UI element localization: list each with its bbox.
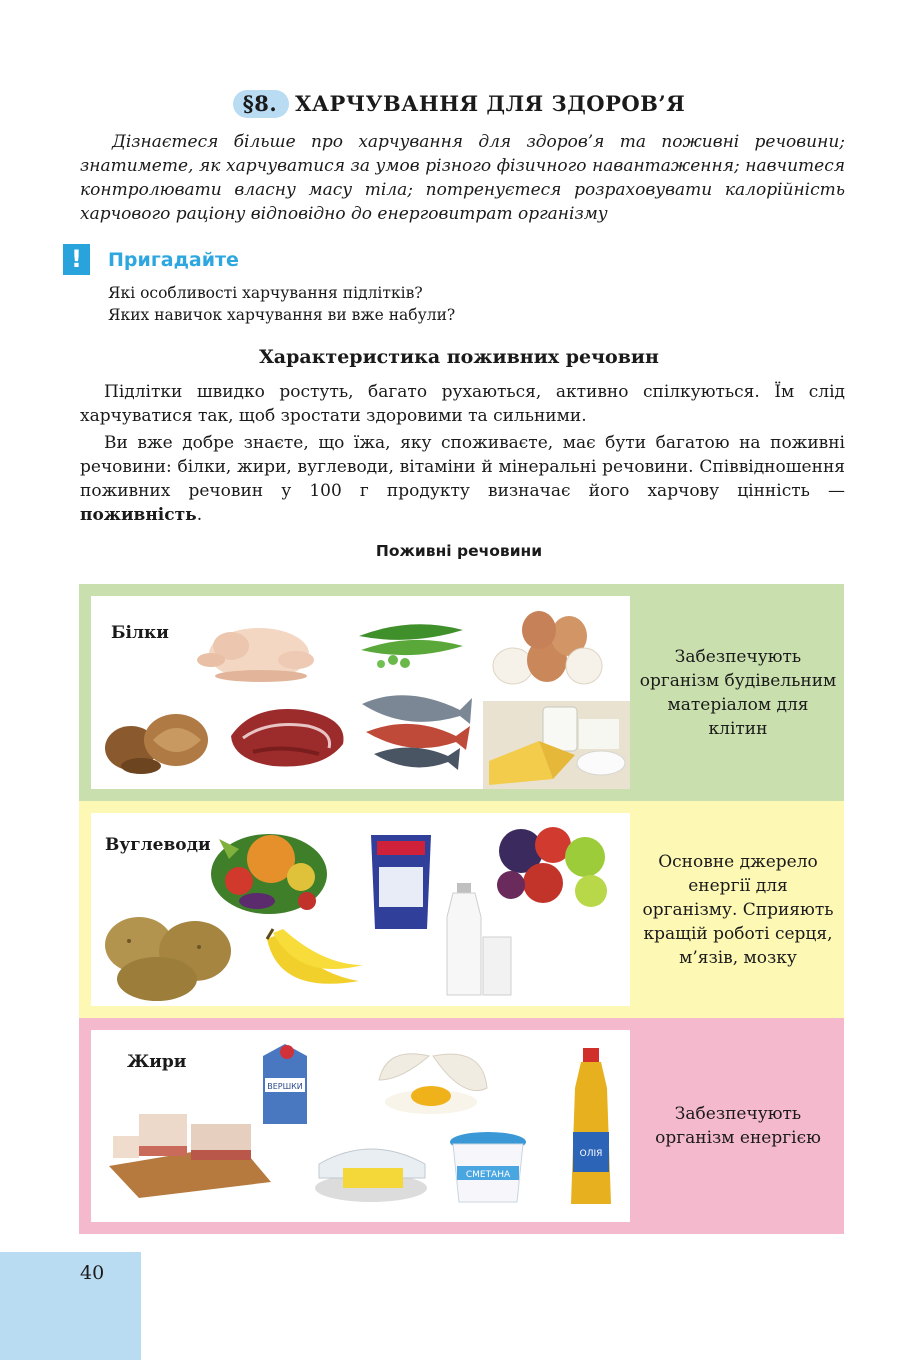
diagram-title: Поживні речовини bbox=[375, 542, 543, 560]
nutrient-row-proteins bbox=[79, 584, 844, 801]
oil-bottle-icon bbox=[565, 1048, 617, 1208]
fats-image-panel bbox=[91, 1030, 630, 1222]
page-corner-block bbox=[0, 1252, 141, 1360]
proteins-image-panel bbox=[91, 596, 630, 789]
paragraph-1-text: Підлітки швидко ростуть, багато рухаються, активно спілкуються. Їм слід харчуватися так, щоб зростати здоровими та сильними. bbox=[80, 382, 845, 426]
eggs-icon bbox=[489, 608, 609, 688]
paragraph-1 bbox=[80, 380, 845, 428]
bananas-icon bbox=[259, 925, 369, 1005]
intro-text bbox=[80, 130, 845, 226]
peas-icon bbox=[351, 616, 471, 671]
dairy-icon bbox=[483, 701, 630, 789]
carbohydrates-image-panel bbox=[91, 813, 630, 1006]
butter-icon bbox=[313, 1134, 431, 1204]
paragraph-2-text: Ви вже добре знаєте, що їжа, яку споживаєте, має бути багатою на поживні речовини: білки, жири, вуглеводи, вітаміни й мінеральні речовини. Співвідношення поживних речовин у 100 г продукту визначає його харчову цінність — bbox=[80, 433, 845, 501]
meat-icon bbox=[223, 696, 353, 776]
section-number: §8. bbox=[233, 90, 289, 118]
fish-icon bbox=[356, 684, 476, 779]
section-title bbox=[0, 90, 918, 118]
walnuts-icon bbox=[101, 706, 216, 776]
subheading: Характеристика поживних речовин bbox=[259, 346, 659, 368]
paragraph-2-end: . bbox=[196, 505, 203, 525]
sour-cream-label: СМЕТАНА bbox=[465, 1170, 511, 1180]
nutrient-desc-carbohydrates: Основне джерело енергії для організму. Сприяють кращій роботі серця, м’язів, мозку bbox=[642, 851, 834, 968]
page-number: 40 bbox=[80, 1262, 105, 1284]
nutrient-row-carbohydrates bbox=[79, 801, 844, 1018]
remember-question-1: Які особливості харчування підлітків? bbox=[108, 284, 423, 302]
nutrient-row-fats bbox=[79, 1018, 844, 1234]
paragraph-2 bbox=[80, 431, 845, 527]
nutrient-desc-fats: Забезпечують організм енергією bbox=[655, 1104, 821, 1148]
intro-body: Дізнаєтеся більше про харчування для здоров’я та поживні речовини; знатимете, як харчуватися за умов різного фізичного навантаження; навчитеся контролювати власну масу тіла; потренуєтеся розраховувати калорійність харчового раціону відповідно до енерговитрат організму bbox=[80, 132, 845, 224]
nutrient-label-fats: Жири bbox=[127, 1052, 187, 1072]
remember-question-2: Яких навичок харчування ви вже набули? bbox=[108, 306, 456, 324]
potatoes-icon bbox=[99, 903, 239, 1003]
remember-title: Пригадайте bbox=[108, 249, 239, 271]
egg-icon bbox=[373, 1040, 493, 1118]
exclamation-icon: ! bbox=[63, 244, 90, 275]
section-title-text: ХАРЧУВАННЯ ДЛЯ ЗДОРОВ’Я bbox=[295, 91, 686, 116]
sour-cream-icon bbox=[447, 1128, 529, 1208]
nutrient-label-proteins: Білки bbox=[111, 623, 169, 643]
oil-label: ОЛІЯ bbox=[579, 1149, 603, 1159]
term-nutrition: поживність bbox=[80, 505, 197, 525]
nutrient-label-carbohydrates: Вуглеводи bbox=[105, 835, 211, 855]
nutrient-desc-proteins: Забезпечують організм будівельним матеріалом для клітин bbox=[639, 646, 837, 739]
lard-icon bbox=[99, 1100, 274, 1200]
milk-bottle-icon bbox=[441, 883, 516, 1001]
cream-label: ВЕРШКИ bbox=[267, 1082, 303, 1091]
chicken-icon bbox=[191, 616, 321, 686]
flour-bag-icon bbox=[365, 829, 437, 931]
